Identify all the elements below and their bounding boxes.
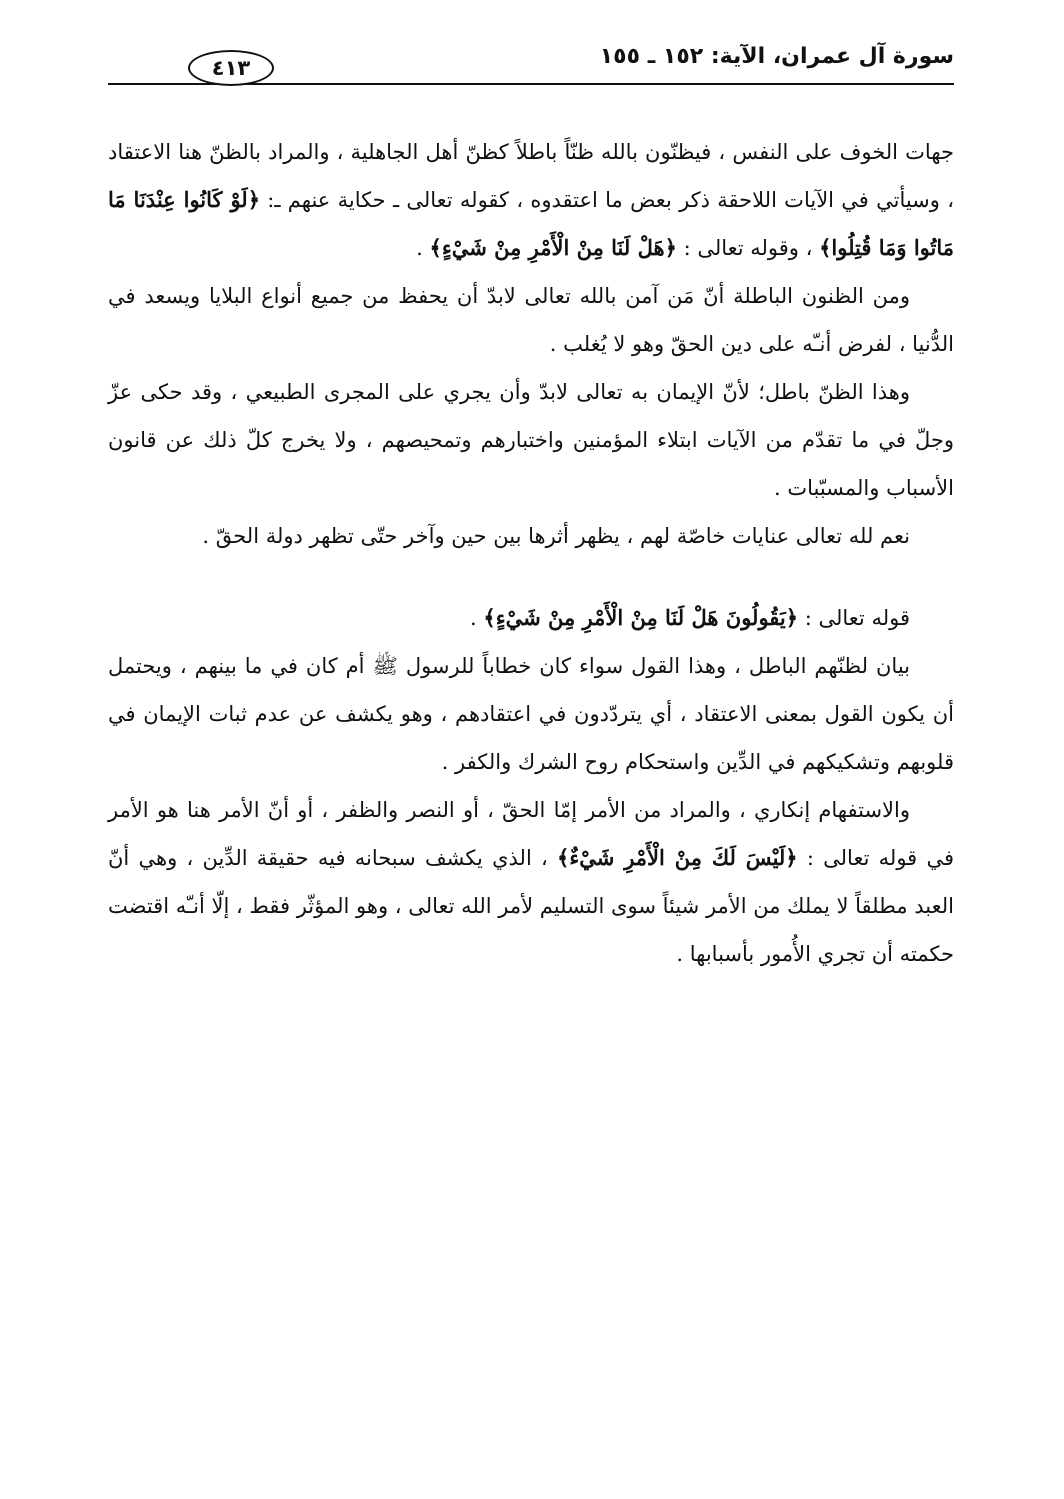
paragraph-text: بيان لظنّهم الباطل ، وهذا القول سواء كان خطاباً للرسول ﷺ أم كان في ما بينهم ، ويحتمل أن يكون القول بمعنى الاعتقاد ، أي يتردّدون في اعتقادهم ، وهو يكشف عن عدم ثبات الإيمان في قلوبهم وتشكيكهم في الدِّين واستحكام روح الشرك والكفر . bbox=[108, 654, 954, 774]
quran-quote: ﴿لَوْ كَانُوا عِنْدَنَا مَا مَاتُوا وَمَا قُتِلُوا﴾ bbox=[108, 187, 954, 260]
paragraph-text: ومن الظنون الباطلة أنّ مَن آمن بالله تعالى لابدّ أن يحفظ من جميع أنواع البلايا ويسعد في الدُّنيا ، لفرض أنـّه على دين الحقّ وهو لا يُغلب . bbox=[108, 284, 954, 356]
paragraph-text: والاستفهام إنكاري ، والمراد من الأمر إمّا الحقّ ، أو النصر والظفر ، أو أنّ الأمر هنا هو الأمر في قوله تعالى : bbox=[108, 798, 954, 870]
paragraph bbox=[108, 368, 954, 512]
body-text bbox=[108, 128, 954, 978]
running-title: سورة آل عمران، الآية: ١٥٢ ـ ١٥٥ bbox=[599, 44, 954, 69]
paragraph-text: . bbox=[416, 236, 430, 260]
paragraph bbox=[108, 272, 954, 368]
quran-quote: ﴿يَقُولُونَ هَلْ لَنَا مِنْ الْأَمْرِ مِنْ شَيْءٍ﴾ bbox=[483, 605, 799, 630]
paragraph bbox=[108, 786, 954, 978]
page-header bbox=[108, 38, 954, 90]
paragraph bbox=[108, 594, 954, 642]
section-gap bbox=[108, 560, 954, 594]
paragraph bbox=[108, 512, 954, 560]
paragraph-text: ، وقوله تعالى : bbox=[676, 236, 820, 260]
paragraph bbox=[108, 128, 954, 272]
quran-quote: ﴿هَلْ لَنَا مِنْ الْأَمْرِ مِنْ شَيْءٍ﴾ bbox=[429, 235, 677, 260]
paragraph-text: قوله تعالى : bbox=[798, 606, 910, 630]
paragraph-text: جهات الخوف على النفس ، فيظنّون بالله ظنّاً باطلاً كظنّ أهل الجاهلية ، والمراد بالظنّ هنا الاعتقاد ، وسيأتي في الآيات اللاحقة ذكر بعض ما اعتقدوه ، كقوله تعالى ـ حكاية عنهم ـ: bbox=[108, 140, 954, 212]
quran-quote: ﴿لَيْسَ لَكَ مِنْ الْأَمْرِ شَيْءٌ﴾ bbox=[557, 845, 798, 870]
paragraph-text: نعم لله تعالى عنايات خاصّة لهم ، يظهر أثرها بين حين وآخر حتّى تظهر دولة الحقّ . bbox=[202, 524, 910, 548]
paragraph-text: . bbox=[470, 606, 484, 630]
paragraph-text: ، الذي يكشف سبحانه فيه حقيقة الدِّين ، وهي أنّ العبد مطلقاً لا يملك من الأمر شيئاً سوى التسليم لأمر الله تعالى ، وهو المؤثّر فقط ، إلّا أنـّه اقتضت حكمته أن تجري الأُمور بأسبابها . bbox=[108, 846, 954, 966]
page-number: ٤١٣ bbox=[188, 50, 274, 86]
paragraph bbox=[108, 642, 954, 786]
paragraph-text: وهذا الظنّ باطل؛ لأنّ الإيمان به تعالى لابدّ وأن يجري على المجرى الطبيعي ، وقد حكى عزّ وجلّ في ما تقدّم من الآيات ابتلاء المؤمنين واختبارهم وتمحيصهم ، ولا يخرج كلّ ذلك عن قانون الأسباب والمسبّبات . bbox=[108, 380, 954, 500]
